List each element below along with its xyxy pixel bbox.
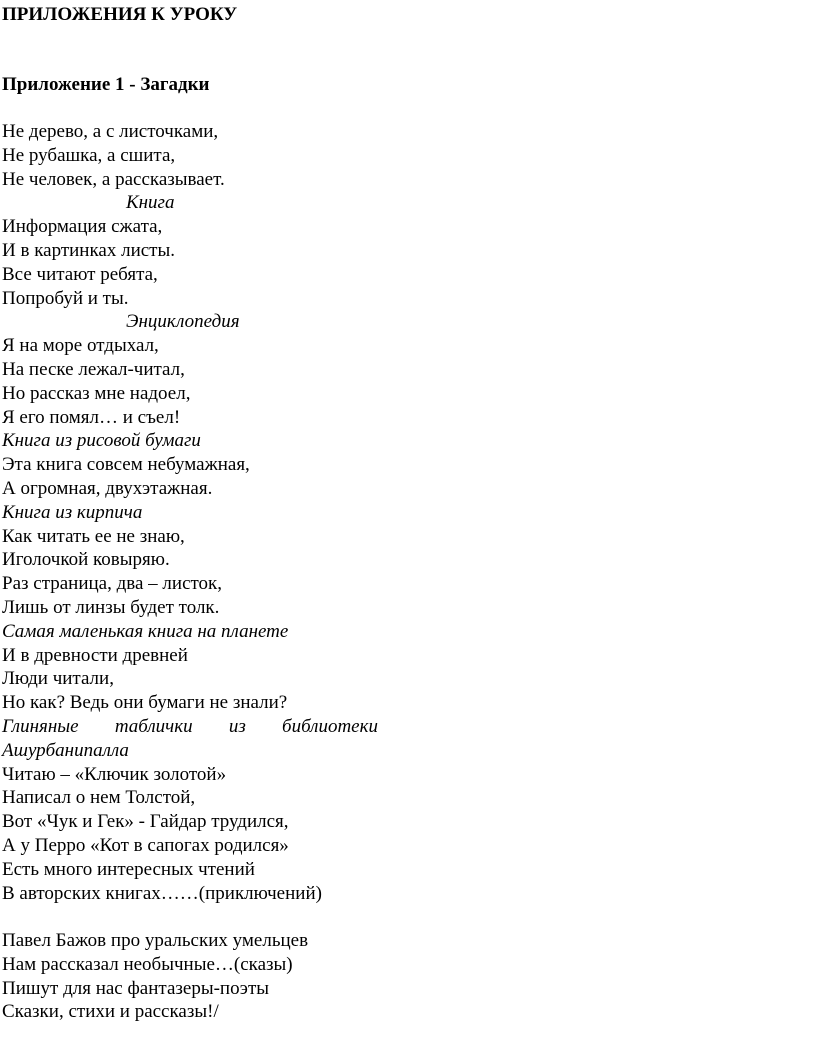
riddle-line: И в древности древней bbox=[2, 644, 188, 666]
riddle-line: Эта книга совсем небумажная, bbox=[2, 454, 250, 476]
appendix-title: Приложение 1 - Загадки bbox=[2, 74, 210, 95]
riddle-line: Не человек, а рассказывает. bbox=[2, 168, 225, 190]
verse-line: Нам рассказал необычные…(сказы) bbox=[2, 953, 293, 975]
verse-line: А у Перро «Кот в сапогах родился» bbox=[2, 834, 289, 856]
answer-word: Глиняные bbox=[2, 715, 79, 737]
riddle-line: И в картинках листы. bbox=[2, 239, 175, 261]
riddle-answer-continued: Ашурбанипалла bbox=[2, 739, 129, 761]
riddle-line: Попробуй и ты. bbox=[2, 287, 129, 309]
riddle-line: Информация сжата, bbox=[2, 216, 163, 238]
riddle-line: Не дерево, а с листочками, bbox=[2, 121, 219, 142]
verse-line: Написал о нем Толстой, bbox=[2, 787, 196, 809]
answer-word: из bbox=[228, 715, 246, 737]
riddle-line: На песке лежал-читал, bbox=[2, 358, 185, 380]
riddle-line: Раз страница, два – листок, bbox=[2, 573, 223, 595]
verse-line: Пишут для нас фантазеры-поэты bbox=[2, 977, 270, 999]
verse-line: Читаю – «Ключик золотой» bbox=[2, 763, 227, 785]
riddle-line: Я его помял… и съел! bbox=[2, 406, 181, 428]
riddle-answer: Самая маленькая книга на планете bbox=[2, 620, 289, 642]
verse-line: Павел Бажов про уральских умельцев bbox=[2, 930, 309, 952]
riddle-answer: Книга из рисовой бумаги bbox=[2, 430, 201, 452]
riddle-line: Все читают ребята, bbox=[2, 263, 158, 285]
riddle-line: Но рассказ мне надоел, bbox=[2, 382, 191, 404]
riddle-line: Но как? Ведь они бумаги не знали? bbox=[2, 692, 288, 714]
answer-word: библиотеки bbox=[282, 715, 378, 737]
stanza-gap bbox=[2, 905, 402, 929]
riddle-line: Как читать ее не знаю, bbox=[2, 525, 185, 547]
riddles-body bbox=[2, 120, 402, 1024]
riddle-line: Лишь от линзы будет толк. bbox=[2, 596, 220, 618]
verse-line: Сказки, стихи и рассказы!/ bbox=[2, 1001, 219, 1023]
riddle-answer bbox=[2, 715, 378, 739]
answer-word: таблички bbox=[114, 715, 193, 737]
riddle-line: Люди читали, bbox=[2, 668, 114, 690]
riddle-line: А огромная, двухэтажная. bbox=[2, 477, 213, 499]
document-title: ПРИЛОЖЕНИЯ К УРОКУ bbox=[2, 4, 238, 25]
riddle-answer: Книга bbox=[126, 192, 175, 214]
riddle-line: Не рубашка, а сшита, bbox=[2, 144, 176, 166]
riddle-line: Иголочкой ковыряю. bbox=[2, 549, 170, 571]
riddle-answer: Книга из кирпича bbox=[2, 501, 143, 523]
verse-line: Есть много интересных чтений bbox=[2, 858, 255, 880]
verse-line: В авторских книгах……(приключений) bbox=[2, 882, 322, 904]
verse-line: Вот «Чук и Гек» - Гайдар трудился, bbox=[2, 811, 289, 833]
riddle-line: Я на море отдыхал, bbox=[2, 335, 159, 357]
riddle-answer: Энциклопедия bbox=[126, 311, 240, 333]
